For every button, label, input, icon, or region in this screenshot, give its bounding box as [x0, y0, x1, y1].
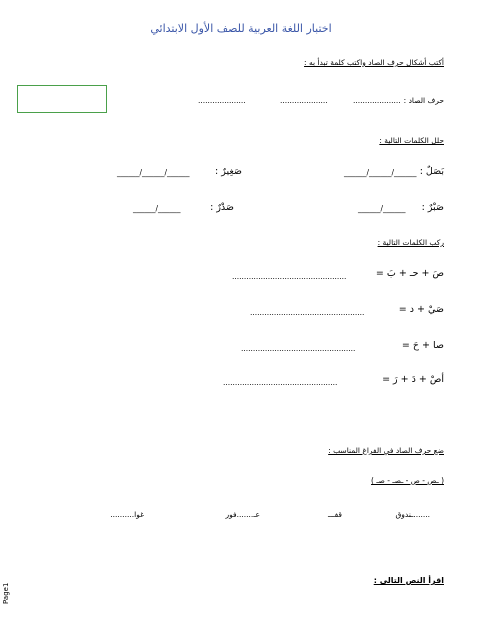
- q2-blank-4: ______/______: [133, 204, 181, 213]
- page-title: اختبار اللغة العربية للصف الأول الابتدائي: [150, 22, 332, 35]
- q3-heading: ركب الكلمات التالية :: [377, 238, 444, 247]
- q3-dots-3: ................................................: [241, 344, 356, 353]
- answer-box: [17, 85, 107, 113]
- q2-word-2: صَغِيرٌ :: [215, 166, 242, 177]
- q2-blank-1: ______/______/______: [344, 168, 417, 177]
- q3-expr-3: صا + حَ =: [401, 340, 444, 351]
- q4-word-2: قفـــ: [328, 510, 342, 519]
- q1-blank-1: ....................: [353, 96, 401, 105]
- q4-heading: ضع حرف الصاد في الفراغ المناسب :: [328, 446, 444, 455]
- page-number: Page1: [2, 582, 10, 604]
- q2-blank-2: ______/______/______: [117, 168, 190, 177]
- q2-word-3: صَبْرٌ :: [421, 202, 444, 213]
- q2-word-1: بَصَلٌ :: [419, 166, 444, 177]
- q4-options: ( ـص - ص - ـصـ - صـ ): [371, 476, 444, 485]
- q4-word-1: .......ـندوق: [395, 510, 430, 519]
- q4-word-3: عـ.......فور: [225, 510, 260, 519]
- q3-expr-4: أصْ + دَ + رَ =: [382, 374, 444, 385]
- q3-expr-2: صَيْ + د =: [398, 304, 444, 315]
- q2-word-4: صَدْرٌ :: [210, 202, 234, 213]
- q1-blank-3: ....................: [198, 96, 246, 105]
- q2-heading: حلل الكلمات التالية :: [379, 136, 444, 145]
- q3-expr-1: صَ + حـ + بَ =: [375, 268, 444, 279]
- q3-dots-1: ................................................: [232, 272, 347, 281]
- q5-heading: اقرأ النص التالى :: [373, 576, 444, 585]
- q4-word-4: غوا..........: [110, 510, 144, 519]
- q3-dots-2: ................................................: [250, 308, 365, 317]
- q1-heading: أكتب أشكال حرف الصاد واكتب كلمة تبدأ به :: [304, 58, 444, 67]
- q1-blank-2: ....................: [280, 96, 328, 105]
- q2-blank-3: ______/______: [358, 204, 406, 213]
- q1-label: حرف الصاد :: [403, 96, 444, 105]
- q3-dots-4: ................................................: [223, 378, 338, 387]
